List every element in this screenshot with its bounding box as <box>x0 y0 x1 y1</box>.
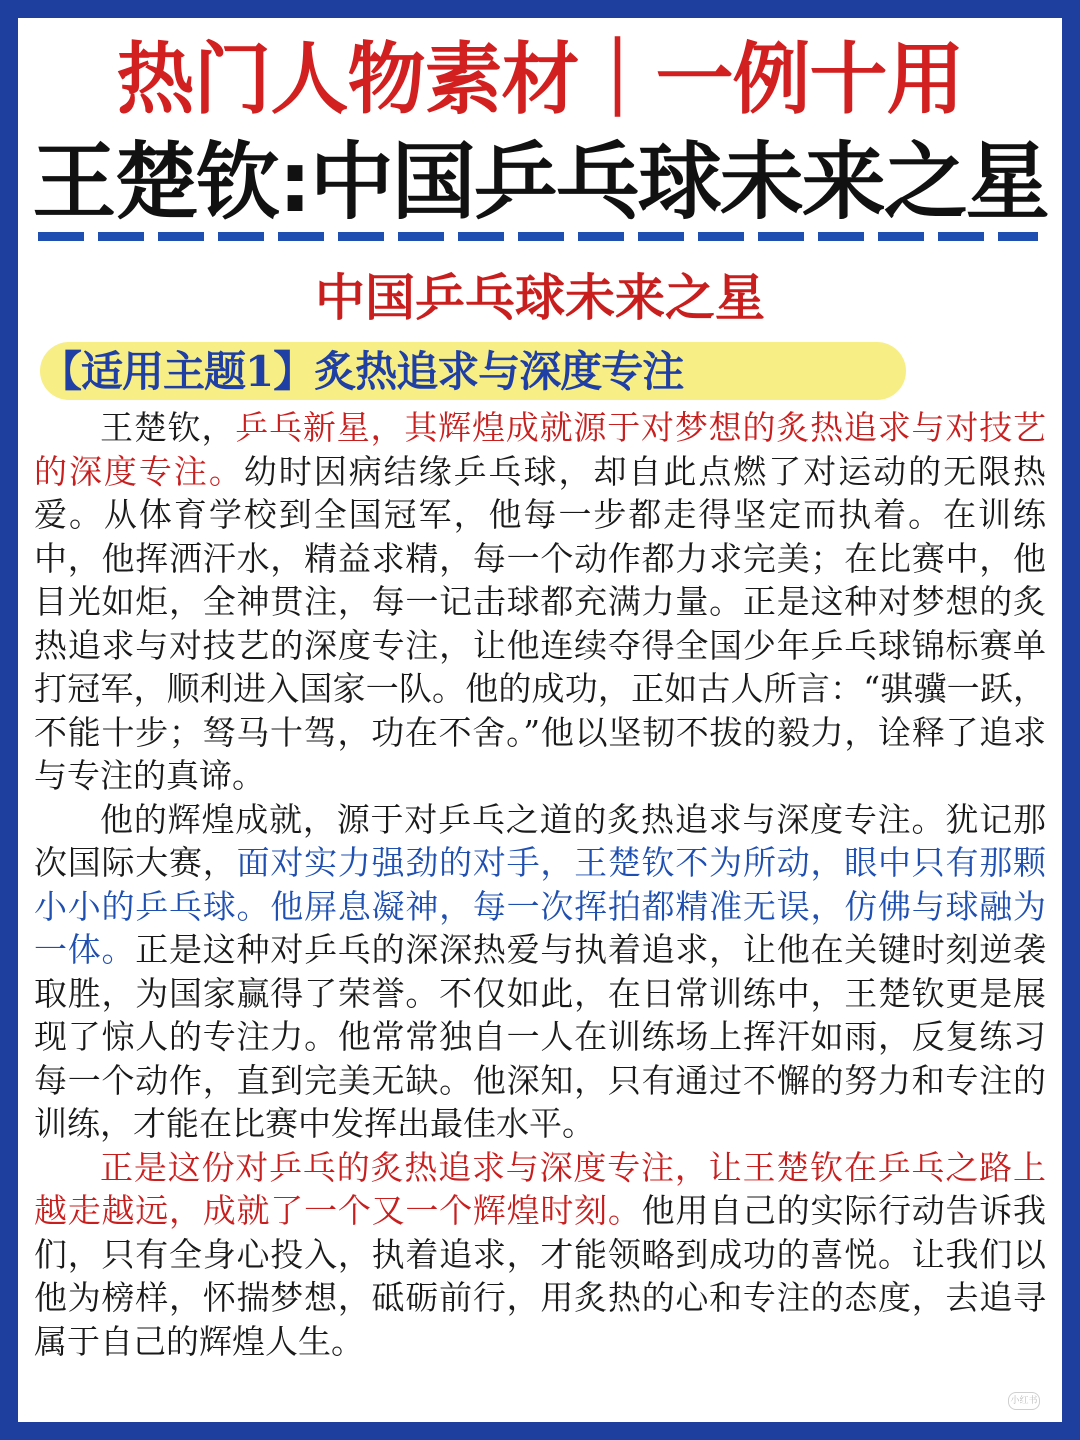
paragraph-2-segment-1: 他的辉煌成就，源于对乒乓之道的炙热追求与深度专注。犹记那次国际大赛， <box>34 799 1046 882</box>
paragraph-1-segment-3: 幼时因病结缘乒乓球，却自此点燃了对运动的无限热爱。从体育学校到全国冠军，他每一步都走得坚定而执着。在训练中，他挥洒汗水，精益求精，每一个动作都力求完美；在比赛中，他目光如炬，全神贯注，每一记击球都充满力量。正是这种对梦想的炙热追求与对技艺的深度专注，让他连续夺得全国少年乒乓球锦标赛单打冠军，顺利进入国家一队。他的成功，正如古人所言：“骐骥一跃，不能十步；驽马十驾，功在不舍。”他以坚韧不拔的毅力，诠释了追求与专注的真谛。 <box>34 451 1047 795</box>
paragraph-3-highlight-red: 正是这份对乒乓的炙热追求与深度专注，让王楚钦在乒乓之路上越走越远，成就了一个又一个辉煌时刻。 <box>34 1147 1046 1230</box>
main-title-line2: 王楚钦:中国乒乓球未来之星 <box>32 133 1048 231</box>
watermark-badge: 小红书 <box>1008 1392 1040 1410</box>
main-title-line1: 热门人物素材｜一例十用 <box>116 35 964 125</box>
article-body <box>34 406 1046 1363</box>
paragraph-3-segment-2: 他用自己的实际行动告诉我们，只有全身心投入，执着追求，才能领略到成功的喜悦。让我们以他为榜样，怀揣梦想，砥砺前行，用炙热的心和专注的态度，去追寻属于自己的辉煌人生。 <box>34 1191 1047 1361</box>
paragraph-2-highlight-blue: 面对实力强劲的对手，王楚钦不为所动，眼中只有那颗小小的乒乓球。他屏息凝神，每一次挥拍都精准无误，仿佛与球融为一体。 <box>34 843 1047 969</box>
paragraph-1-highlight-red: 乒乓新星，其辉煌成就源于对梦想的炙热追求与对技艺的深度专注。 <box>34 408 1047 491</box>
content-card <box>18 18 1062 1422</box>
paragraph-1-segment-1: 王楚钦， <box>100 408 236 447</box>
paragraph-1 <box>34 406 1046 798</box>
paragraph-3 <box>34 1146 1046 1364</box>
dashed-divider <box>38 232 1038 241</box>
paragraph-2-segment-3: 正是这种对乒乓的深深热爱与执着追求，让他在关键时刻逆袭取胜，为国家赢得了荣誉。不仅如此，在日常训练中，王楚钦更是展现了惊人的专注力。他常常独自一人在训练场上挥汗如雨，反复练习每一个动作，直到完美无缺。他深知，只有通过不懈的努力和专注的训练，才能在比赛中发挥出最佳水平。 <box>34 930 1047 1143</box>
section-subtitle: 中国乒乓球未来之星 <box>315 268 765 327</box>
paragraph-2 <box>34 798 1046 1146</box>
theme-label: 【适用主题1】炙热追求与深度专注 <box>40 347 684 396</box>
